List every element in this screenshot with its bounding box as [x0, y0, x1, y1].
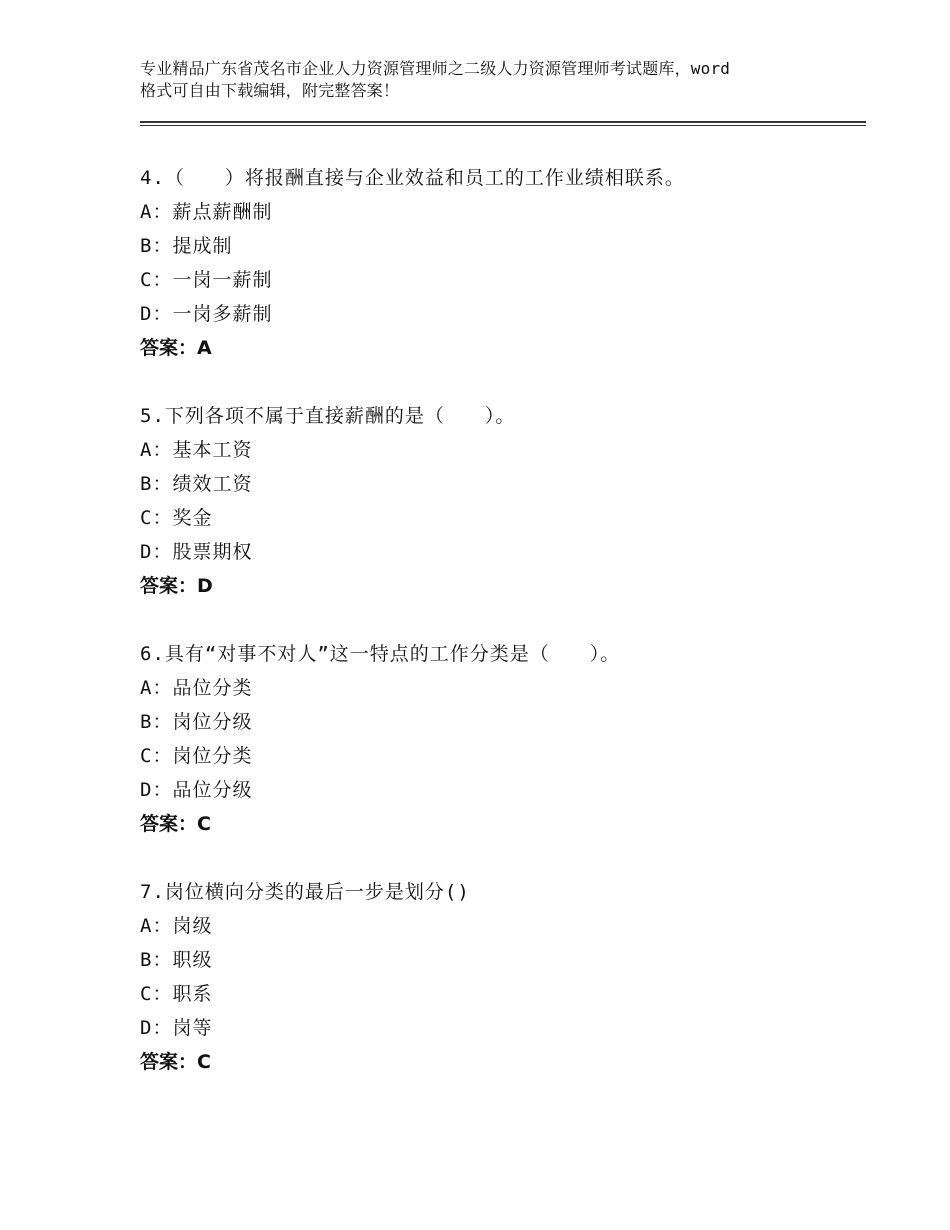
question-4: [140, 161, 866, 365]
question-7: [140, 875, 866, 1079]
answer-label: 答案：A: [140, 337, 212, 359]
header-title-line-2: 格式可自由下载编辑，附完整答案！: [140, 81, 400, 100]
option-d: D：股票期权: [140, 541, 253, 563]
answer-label: 答案：C: [140, 813, 211, 835]
question-list: [140, 161, 866, 1113]
question-6: [140, 637, 866, 841]
document-header: [140, 58, 830, 102]
question-stem: 6.具有“对事不对人”这一特点的工作分类是（ ）。: [140, 643, 621, 665]
answer-label: 答案：C: [140, 1051, 211, 1073]
option-c: C：奖金: [140, 507, 213, 529]
question-stem: 4.（ ）将报酬直接与企业效益和员工的工作业绩相联系。: [140, 167, 685, 189]
option-a: A：岗级: [140, 915, 213, 937]
option-b: B：提成制: [140, 235, 233, 257]
option-d: D：品位分级: [140, 779, 253, 801]
answer-label: 答案：D: [140, 575, 213, 597]
option-a: A：基本工资: [140, 439, 253, 461]
option-b: B：岗位分级: [140, 711, 253, 733]
question-stem: 5.下列各项不属于直接薪酬的是（ ）。: [140, 405, 516, 427]
header-title-line-1: 专业精品广东省茂名市企业人力资源管理师之二级人力资源管理师考试题库，word: [140, 59, 731, 78]
question-stem: 7.岗位横向分类的最后一步是划分(): [140, 881, 470, 903]
option-c: C：一岗一薪制: [140, 269, 273, 291]
option-c: C：岗位分类: [140, 745, 253, 767]
header-divider: [140, 121, 866, 126]
option-d: D：一岗多薪制: [140, 303, 273, 325]
option-d: D：岗等: [140, 1017, 213, 1039]
option-b: B：绩效工资: [140, 473, 253, 495]
option-a: A：品位分类: [140, 677, 253, 699]
question-5: [140, 399, 866, 603]
option-a: A：薪点薪酬制: [140, 201, 273, 223]
option-b: B：职级: [140, 949, 213, 971]
option-c: C：职系: [140, 983, 213, 1005]
